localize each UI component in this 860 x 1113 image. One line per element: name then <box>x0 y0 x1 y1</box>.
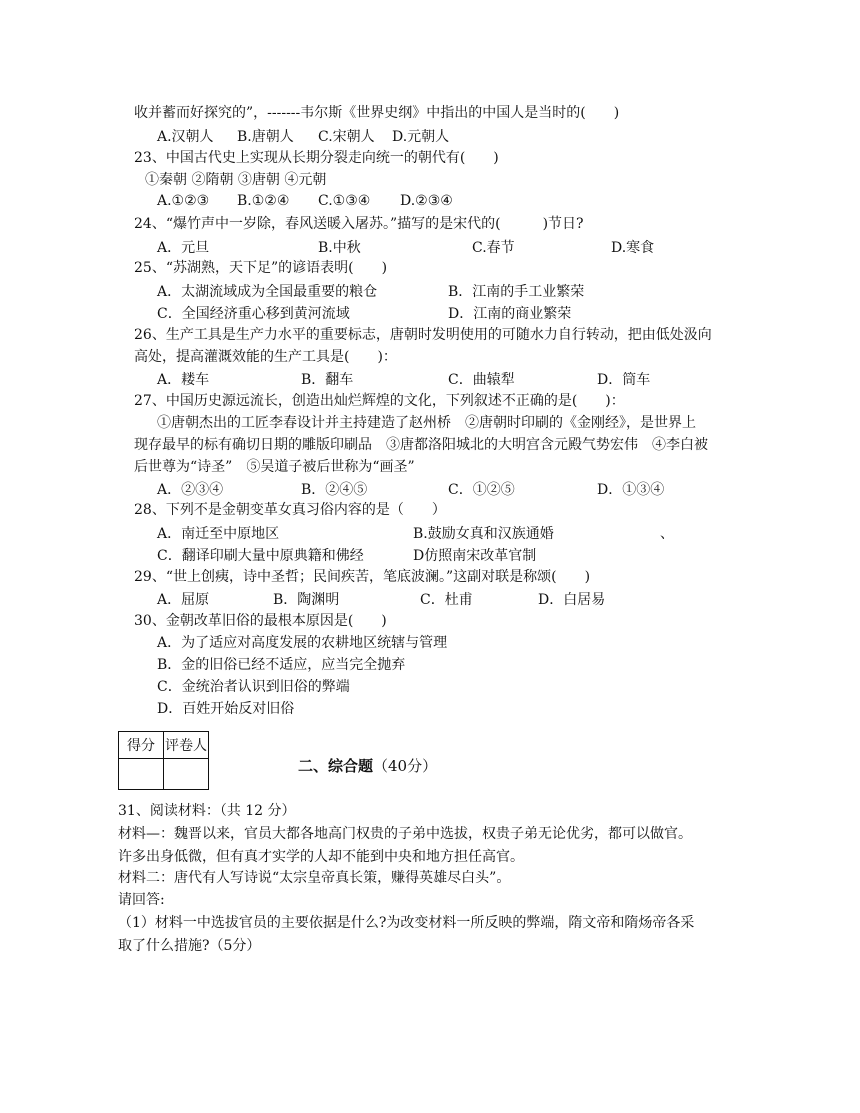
q29-stem: 29、“世上创痍，诗中圣哲；民间疾苦，笔底波澜。”这副对联是称颂( ) <box>134 569 591 585</box>
q24-option-c: C.春节 <box>472 240 515 256</box>
q30-stem: 30、金朝改革旧俗的最根本原因是( ) <box>134 613 387 629</box>
q31-material1-line2: 许多出身低微，但有真才实学的人却不能到中央和地方担任高官。 <box>118 849 524 865</box>
q23-option-b: B.①②④ <box>237 193 290 209</box>
q31-stem: 31、阅读材料：（共 12 分） <box>118 803 296 819</box>
q31-sub1-line1: （1）材料一中选拔官员的主要依据是什么?为改变材料一所反映的弊端，隋文帝和隋炀帝各采 <box>118 915 695 931</box>
q23-option-c: C.①③④ <box>318 193 371 209</box>
q23-option-a: A.①②③ <box>157 193 210 209</box>
q27-stem: 27、中国历史源远流长，创造出灿烂辉煌的文化，下列叙述不正确的是( )： <box>134 393 625 409</box>
q26-option-b: B．翻车 <box>301 372 354 388</box>
q28-stem: 28、下列不是金朝变革女真习俗内容的是（ ） <box>134 502 446 518</box>
q26-option-c: C．曲辕犁 <box>448 372 515 388</box>
q30-option-d: D．百姓开始反对旧俗 <box>157 701 295 717</box>
q25-option-c: C．全国经济重心移到黄河流域 <box>157 306 350 322</box>
q29-option-a: A．屈原 <box>157 592 210 608</box>
q23-items: ①秦朝 ②隋朝 ③唐朝 ④元朝 <box>145 172 327 188</box>
q23-stem: 23、中国古代史上实现从长期分裂走向统一的朝代有( ) <box>134 150 499 166</box>
q25-option-b: B．江南的手工业繁荣 <box>448 284 585 300</box>
score-table <box>118 731 209 790</box>
q30-option-a: A．为了适应对高度发展的农耕地区统辖与管理 <box>157 635 448 651</box>
grader-header: 评卷人 <box>164 732 209 759</box>
q31-material1-line1: 材料—：魏晋以来，官员大都各地高门权贵的子弟中选拔，权贵子弟无论优劣，都可以做官。 <box>118 826 692 842</box>
q28-option-d: D仿照南宋改革官制 <box>413 548 537 564</box>
section2-title: 二、综合题 <box>298 757 374 775</box>
q26-option-a: A．耧车 <box>157 372 210 388</box>
q24-stem: 24、“爆竹声中一岁除，春风送暖入屠苏。”描写的是宋代的( )节日? <box>134 216 584 232</box>
q31-material2: 材料二：唐代有人写诗说“太宗皇帝真长策，赚得英雄尽白头”。 <box>118 870 511 886</box>
q24-option-b: B.中秋 <box>318 240 361 256</box>
q29-option-b: B．陶渊明 <box>273 592 340 608</box>
q29-option-d: D．白居易 <box>538 592 606 608</box>
q24-option-d: D.寒食 <box>611 240 655 256</box>
q31-sub1-line2: 取了什么措施?（5分） <box>118 938 261 954</box>
q27-option-b: B．②④⑤ <box>301 482 368 498</box>
q28-option-c: C．翻译印刷大量中原典籍和佛经 <box>157 548 364 564</box>
q25-option-d: D．江南的商业繁荣 <box>448 306 572 322</box>
q27-option-a: A．②③④ <box>157 482 224 498</box>
q26-option-d: D．筒车 <box>597 372 651 388</box>
q27-option-c: C．①②⑤ <box>448 482 515 498</box>
q27-body-line1: ①唐朝杰出的工匠李春设计并主持建造了赵州桥 ②唐朝时印刷的《金刚经》，是世界上 <box>157 415 696 431</box>
intro-option-b: B.唐朝人 <box>237 129 294 145</box>
intro-option-c: C.宋朝人 <box>318 129 375 145</box>
intro-option-a: A.汉朝人 <box>157 129 214 145</box>
intro-line: 收并蓄而好探究的”，-------韦尔斯《世界史纲》中指出的中国人是当时的( ) <box>134 105 620 121</box>
q23-option-d: D.②③④ <box>400 193 453 209</box>
score-cell[interactable] <box>119 759 164 790</box>
q30-option-c: C．金统治者认识到旧俗的弊端 <box>157 679 350 695</box>
q31-ask: 请回答: <box>118 892 165 908</box>
intro-option-d: D.元朝人 <box>392 129 450 145</box>
grader-cell[interactable] <box>164 759 209 790</box>
q24-option-a: A．元旦 <box>157 240 210 256</box>
q28-option-b: B.鼓励女真和汉族通婚 <box>413 526 554 542</box>
section2-heading <box>298 756 437 776</box>
q27-body-line2: 现存最早的标有确切日期的雕版印刷品 ③唐都洛阳城北的大明宫含元殿气势宏伟 ④李白被 <box>134 437 708 453</box>
q30-option-b: B．金的旧俗已经不适应，应当完全抛弃 <box>157 657 406 673</box>
q27-option-d: D．①③④ <box>597 482 665 498</box>
q25-stem: 25、“苏湖熟，天下足”的谚语表明( ) <box>134 260 388 276</box>
q29-option-c: C．杜甫 <box>420 592 473 608</box>
q27-body-line3: 后世尊为“诗圣” ⑤吴道子被后世称为“画圣” <box>134 459 415 475</box>
section2-points: （40分） <box>373 757 438 775</box>
q28-stray-mark: 、 <box>660 526 674 542</box>
q26-stem-line2: 高处，提高灌溉效能的生产工具是( )： <box>134 349 397 365</box>
q25-option-a: A．太湖流域成为全国最重要的粮仓 <box>157 284 378 300</box>
q26-stem-line1: 26、生产工具是生产力水平的重要标志，唐朝时发明使用的可随水力自行转动，把由低处汲向 <box>134 327 712 343</box>
q28-option-a: A．南迁至中原地区 <box>157 526 280 542</box>
score-header: 得分 <box>119 732 164 759</box>
